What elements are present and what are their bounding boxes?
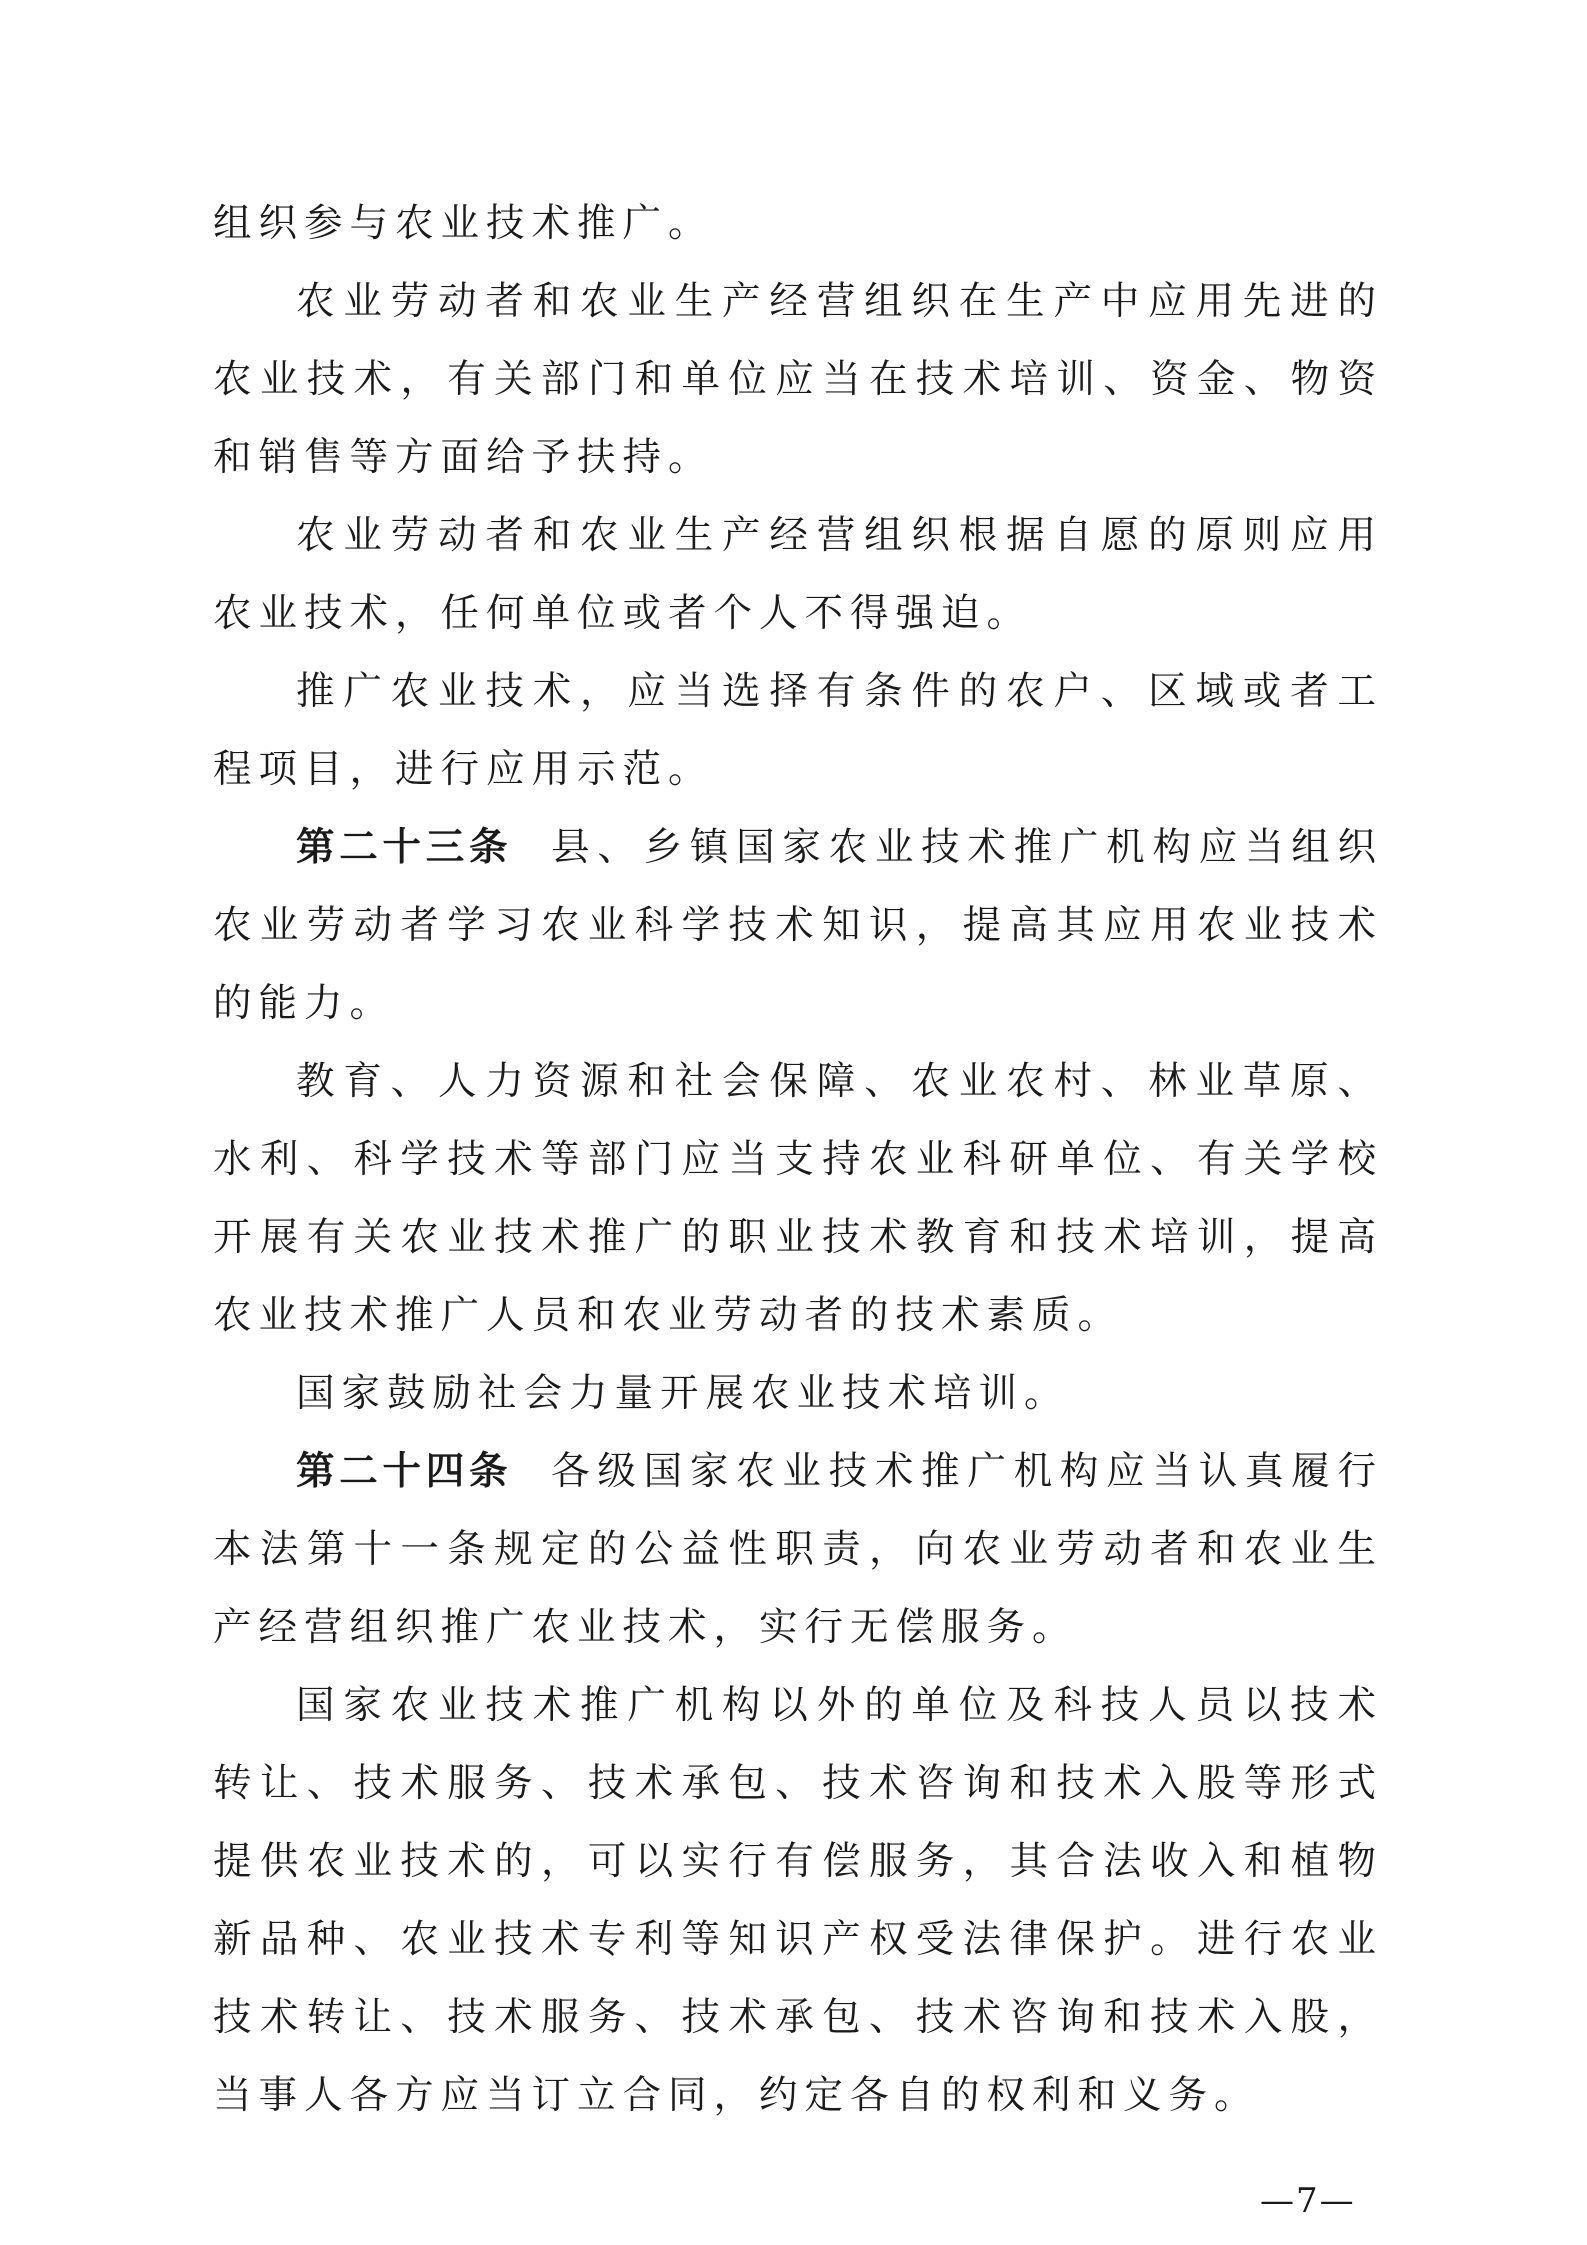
page-number: —7— <box>1260 2181 1356 2221</box>
paragraph: 教育、人力资源和社会保障、农业农村、林业草原、水利、科学技术等部门应当支持农业科研单位、有关学校开展有关农业技术推广的职业技术教育和技术培训，提高农业技术推广人员和农业劳动者的技术素质。 <box>213 1059 1383 1338</box>
paragraph: 推广农业技术，应当选择有条件的农户、区域或者工程项目，进行应用示范。 <box>213 669 1383 792</box>
article-text: 各级国家农业技术推广机构应当认真履行本法第十一条规定的公益性职责，向农业劳动者和农业生产经营组织推广农业技术，实行无偿服务。 <box>213 1449 1383 1650</box>
paragraph: 组织参与农业技术推广。 <box>213 201 714 246</box>
paragraph: 农业劳动者和农业生产经营组织在生产中应用先进的农业技术，有关部门和单位应当在技术培训、资金、物资和销售等方面给予扶持。 <box>213 279 1383 480</box>
article-number: 第二十三条 <box>296 825 513 870</box>
paragraph: 国家鼓励社会力量开展农业技术培训。 <box>296 1371 1070 1416</box>
document-body <box>213 185 1383 2135</box>
article-paragraph <box>213 809 1383 1043</box>
article-paragraph <box>213 1433 1383 1667</box>
article-text: 县、乡镇国家农业技术推广机构应当组织农业劳动者学习农业科学技术知识，提高其应用农业技术的能力。 <box>213 825 1383 1026</box>
paragraph: 国家农业技术推广机构以外的单位及科技人员以技术转让、技术服务、技术承包、技术咨询和技术入股等形式提供农业技术的，可以实行有偿服务，其合法收入和植物新品种、农业技术专利等知识产权受法律保护。进行农业技术转让、技术服务、技术承包、技术咨询和技术入股，当事人各方应当订立合同，约定各自的权利和义务。 <box>213 1683 1383 2118</box>
article-number: 第二十四条 <box>296 1449 513 1494</box>
paragraph: 农业劳动者和农业生产经营组织根据自愿的原则应用农业技术，任何单位或者个人不得强迫。 <box>213 513 1383 636</box>
